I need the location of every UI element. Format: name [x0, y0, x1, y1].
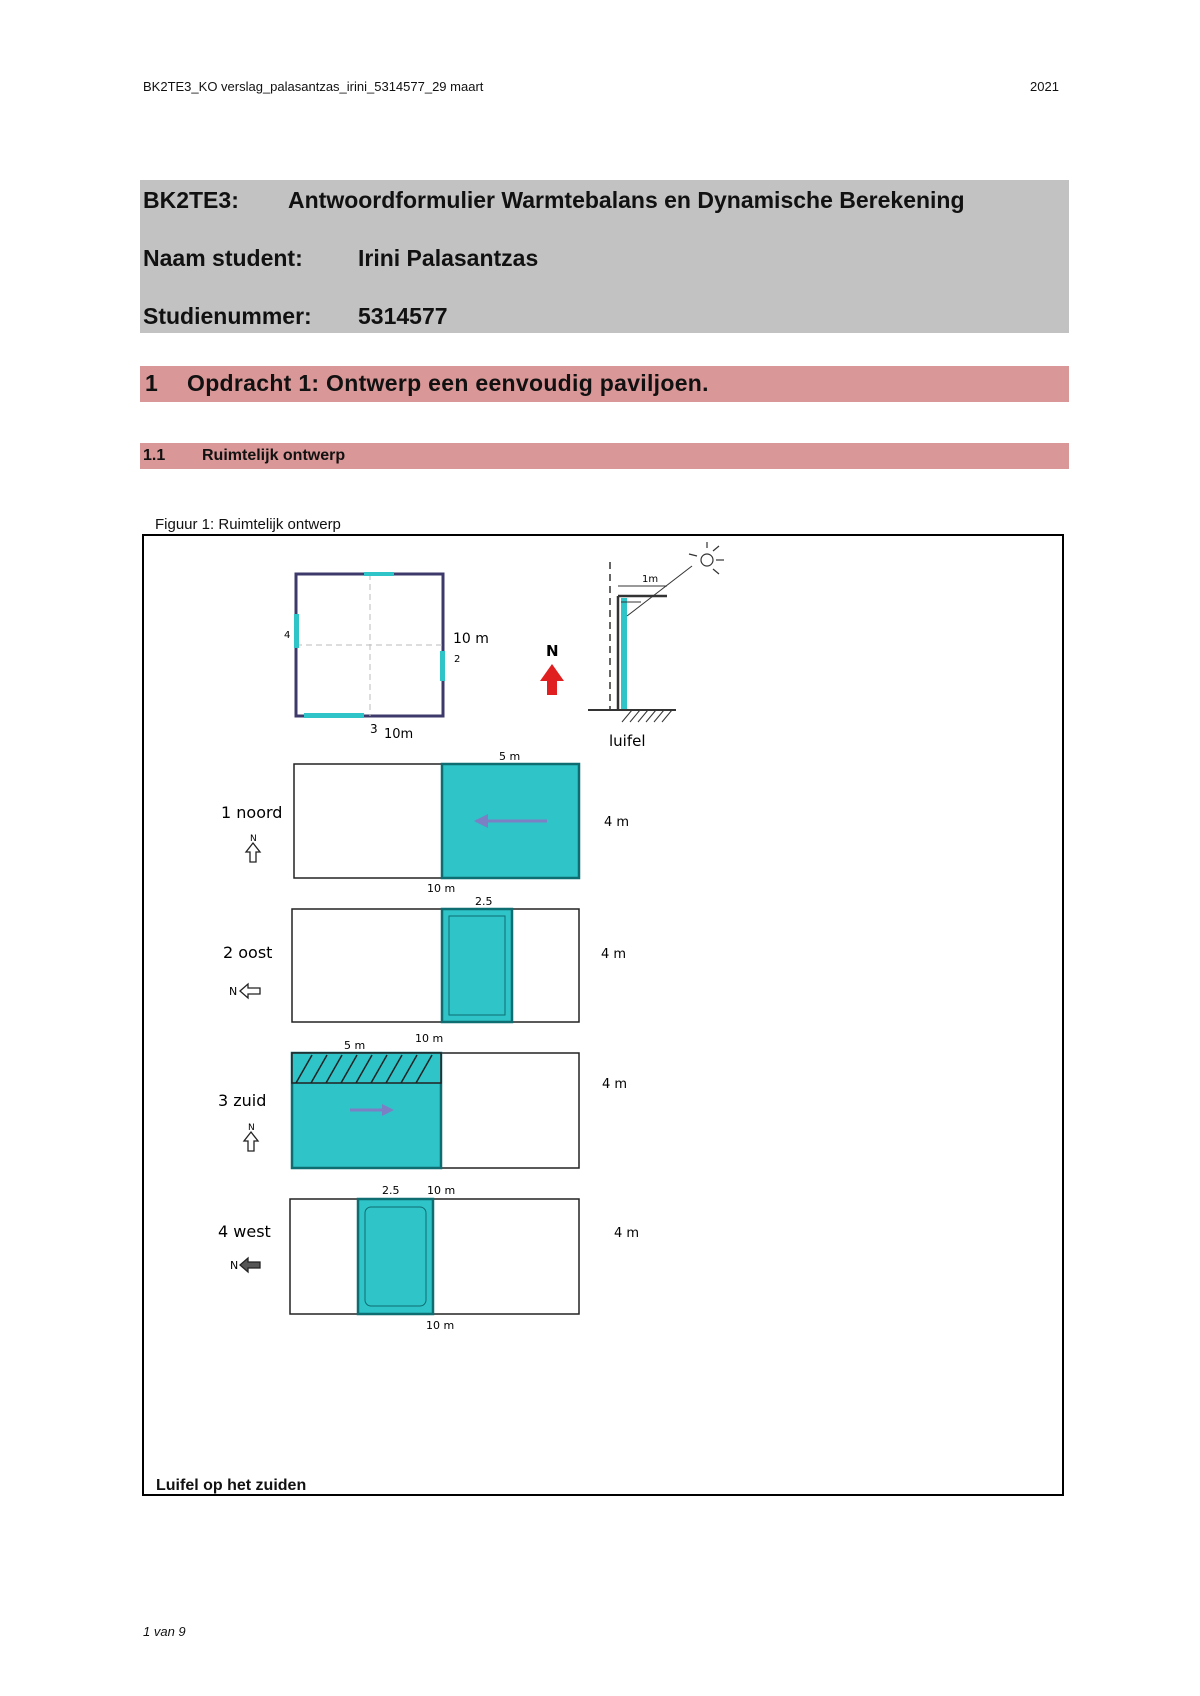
north-height-dim: 4 m — [604, 815, 630, 830]
north-up-icon-2 — [244, 1132, 258, 1151]
figure-caption: Figuur 1: Ruimtelijk ontwerp — [155, 516, 341, 533]
north-left-icon-2 — [240, 1258, 260, 1272]
student-info-box — [140, 180, 1069, 333]
plan-side-2: 2 — [454, 654, 461, 665]
heading1-title: Opdracht 1: Ontwerp een eenvoudig paviljoen. — [187, 370, 709, 396]
west-north-label: N — [230, 1259, 239, 1272]
south-top-dim: 5 m — [344, 1039, 366, 1052]
running-header-left: BK2TE3_KO verslag_palasantzas_irini_5314577_29 maart — [143, 79, 484, 94]
heading2-title: Ruimtelijk ontwerp — [202, 447, 346, 464]
heading2-number: 1.1 — [143, 447, 166, 464]
canopy-label: luifel — [609, 732, 646, 750]
section-sketch — [588, 562, 692, 750]
elevation-north-label: 1 noord — [221, 803, 283, 822]
plan-side-3: 3 — [370, 722, 378, 736]
design-sketch — [144, 536, 1062, 1494]
plan-right-dim: 10 m — [453, 631, 489, 647]
elevation-south — [218, 1032, 627, 1168]
north-up-icon — [246, 843, 260, 862]
running-header-year: 2021 — [1030, 79, 1059, 94]
elevation-west-label: 4 west — [218, 1222, 271, 1241]
north-mark-label: N — [250, 834, 257, 844]
course-label: BK2TE3: — [143, 187, 239, 213]
north-arrow-icon — [540, 642, 564, 695]
south-north-label: N — [248, 1123, 255, 1133]
south-top-dim2: 10 m — [415, 1032, 444, 1045]
plan-bottom-dim: 10m — [384, 727, 414, 742]
north-left-icon — [240, 984, 260, 998]
north-top-dim: 5 m — [499, 750, 521, 763]
west-top-dim2: 10 m — [427, 1184, 456, 1197]
floor-plan — [284, 572, 489, 742]
page-number: 1 van 9 — [143, 1624, 186, 1639]
elevation-north — [221, 750, 629, 895]
south-height-dim: 4 m — [602, 1077, 628, 1092]
west-bottom-dim: 10 m — [426, 1319, 455, 1332]
north-label: N — [546, 642, 559, 660]
student-number-label: Studienummer: — [143, 303, 312, 329]
elevation-west — [218, 1184, 639, 1332]
elevation-east — [223, 895, 626, 1022]
heading1-number: 1 — [145, 370, 158, 396]
elevation-south-label: 3 zuid — [218, 1091, 267, 1110]
east-top-dim: 2.5 — [475, 895, 493, 908]
figure-note: Luifel op het zuiden — [156, 1477, 307, 1494]
elevation-east-label: 2 oost — [223, 943, 273, 962]
student-number: 5314577 — [358, 303, 448, 329]
student-name: Irini Palasantzas — [358, 245, 539, 271]
canopy-overhang-dim: 1m — [642, 574, 659, 585]
west-top-dim: 2.5 — [382, 1184, 400, 1197]
sun-icon — [689, 542, 724, 574]
east-height-dim: 4 m — [601, 947, 627, 962]
north-bottom-dim: 10 m — [427, 882, 456, 895]
plan-side-4: 4 — [284, 630, 291, 641]
student-name-label: Naam student: — [143, 245, 303, 271]
course-title: Antwoordformulier Warmtebalans en Dynamische Berekening — [288, 187, 965, 213]
east-north-label: N — [229, 985, 238, 998]
west-height-dim: 4 m — [614, 1226, 640, 1241]
figure-frame — [142, 534, 1064, 1496]
